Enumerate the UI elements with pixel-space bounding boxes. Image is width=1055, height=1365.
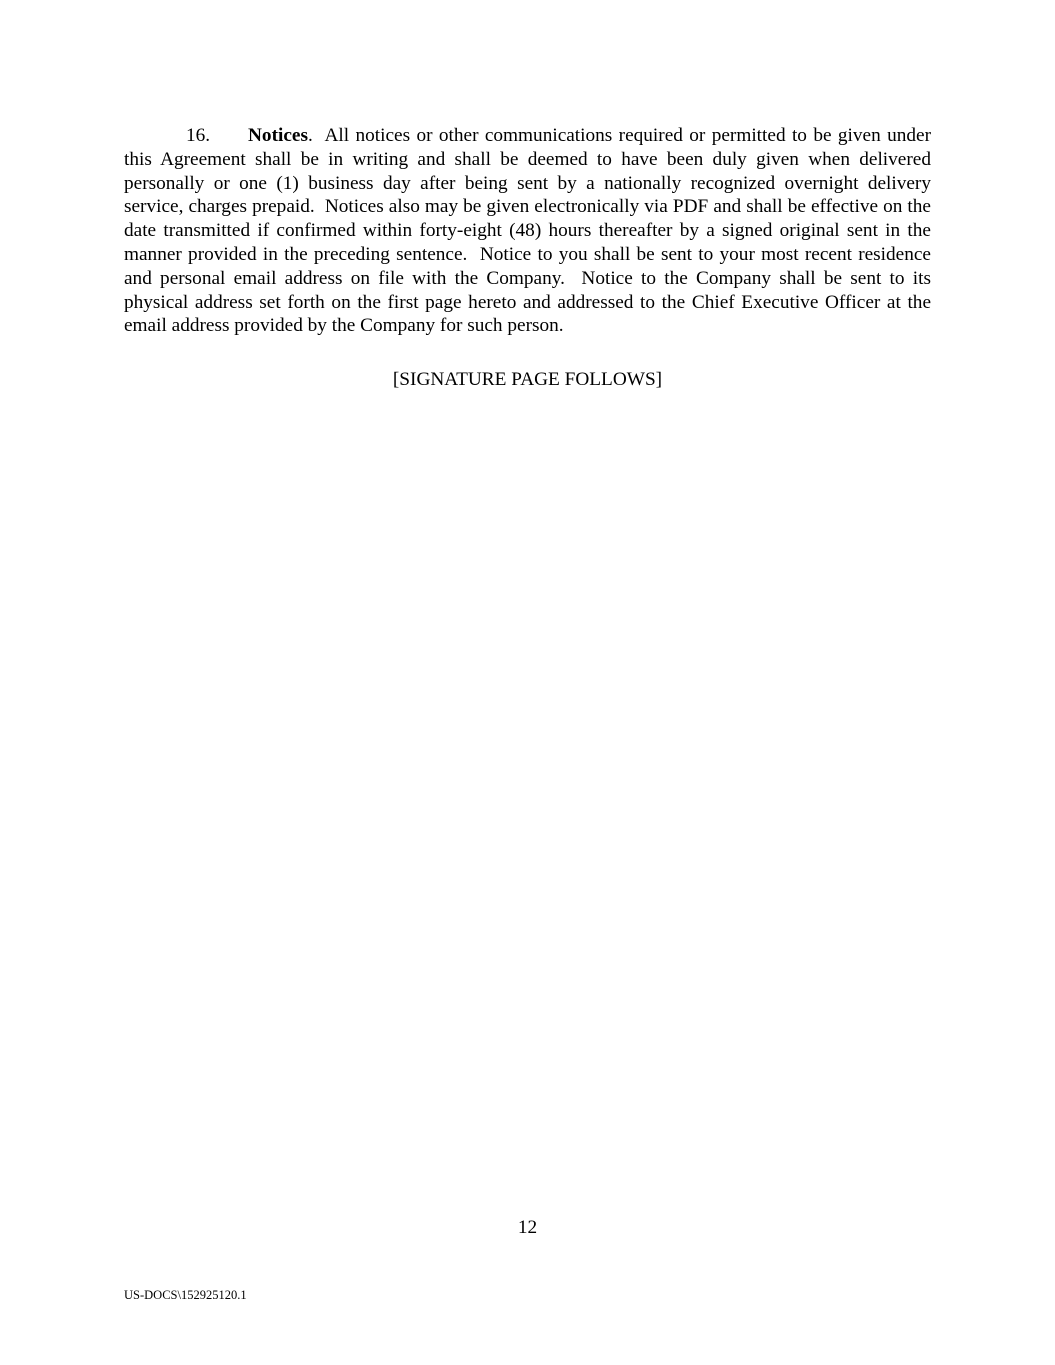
signature-page-note: [SIGNATURE PAGE FOLLOWS] xyxy=(392,369,663,390)
section-heading: Notices xyxy=(248,125,308,146)
page-number: 12 xyxy=(517,1217,538,1238)
section-body: All notices or other communications required or permitted to be given under this Agreement shall be in writing and shall be deemed to have been duly given when delivered personally or one (1) business day after being sent by a nationally recognized overnight delivery service, charges prepaid. Notices also may be given electronically via PDF and shall be effective on the date transmitted if confirmed within forty-eight (48) hours thereafter by a signed original sent in the manner provided in the preceding sentence. Notice to you shall be sent to your most recent residence and personal email address on file with the Company. Notice to the Company shall be sent to its physical address set forth on the first page hereto and addressed to the Chief Executive Officer at the email address provided by the Company for such person. xyxy=(124,125,936,337)
section-heading-punct: . xyxy=(307,125,313,146)
document-id: US-DOCS\152925120.1 xyxy=(124,1288,247,1302)
section-number: 16. xyxy=(186,125,211,146)
notices-section xyxy=(124,124,936,338)
